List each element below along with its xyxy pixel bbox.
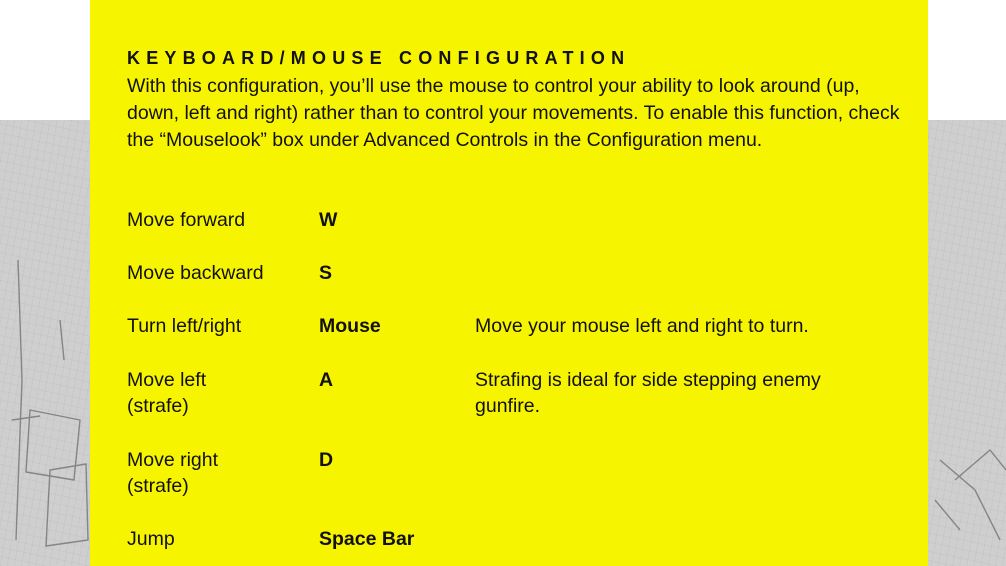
section-title: KEYBOARD/MOUSE CONFIGURATION (127, 48, 631, 68)
control-action: Move backward (127, 262, 264, 284)
control-action: Move right (strafe) (127, 449, 219, 497)
intro-paragraph: With this configuration, you’ll use the mouse to control your ability to look around (up, down, left and right) rather than to control your movements. To enable this function, check the “Mouselook” box under Advanced Controls in the Configuration menu. (127, 75, 900, 151)
control-action: Jump (127, 528, 175, 550)
control-key: D (319, 449, 334, 471)
control-description: Strafing is ideal for side stepping enemy gunfire. (475, 369, 821, 417)
control-key: Space Bar (319, 528, 415, 550)
control-action: Move forward (127, 209, 246, 231)
control-description: Move your mouse left and right to turn. (475, 315, 809, 337)
control-key: S (319, 262, 333, 284)
control-action: Move left (strafe) (127, 369, 207, 417)
control-action: Turn left/right (127, 315, 242, 337)
control-key: W (319, 209, 338, 231)
control-key: Mouse (319, 315, 381, 337)
control-key: A (319, 369, 334, 391)
